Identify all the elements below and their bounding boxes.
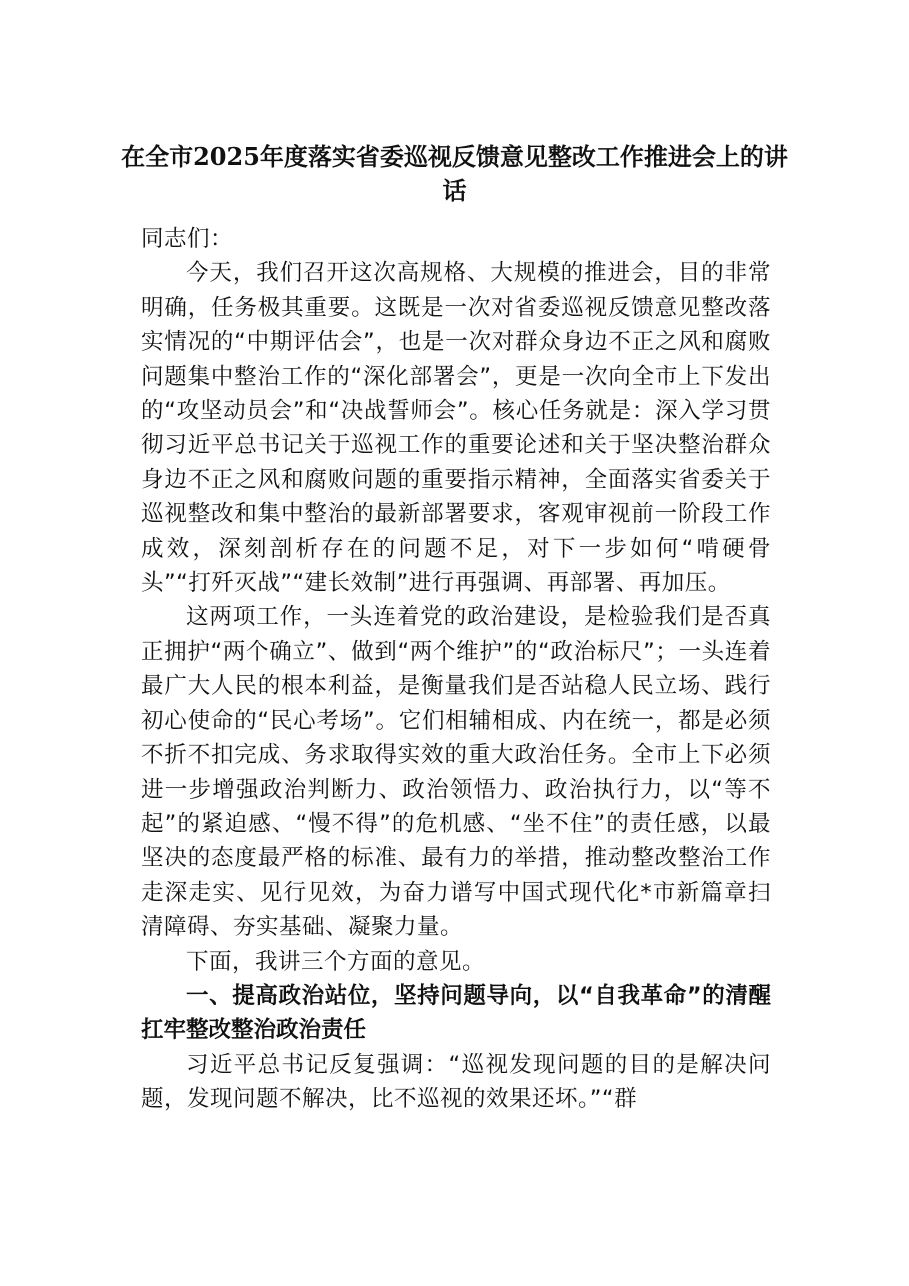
- paragraph-2: 这两项工作，一头连着党的政治建设，是检验我们是否真正拥护“两个确立”、做到“两个维护”的“政治标尺”；一头连着最广大人民的根本利益，是衡量我们是否站稳人民立场、践行初心使命的“民心考场”。它们相辅相成、内在统一，都是必须不折不扣完成、务求取得实效的重大政治任务。全市上下必须进一步增强政治判断力、政治领悟力、政治执行力，以“等不起”的紧迫感、“慢不得”的危机感、“坐不住”的责任感，以最坚决的态度最严格的标准、最有力的举措，推动整改整治工作走深走实、见行见效，为奋力谱写中国式现代化*市新篇章扫清障碍、夯实基础、凝聚力量。: [141, 604, 771, 941]
- paragraph-3: 下面，我讲三个方面的意见。: [186, 948, 486, 975]
- document-title: 在全市2025年度落实省委巡视反馈意见整改工作推进会上的讲话: [121, 142, 788, 205]
- paragraph-1: 今天，我们召开这次高规格、大规模的推进会，目的非常明确，任务极其重要。这既是一次对省委巡视反馈意见整改落实情况的“中期评估会”，也是一次对群众身边不正之风和腐败问题集中整治工作的“深化部署会”，更是一次向全市上下发出的“攻坚动员会”和“决战誓师会”。核心任务就是：深入学习贯彻习近平总书记关于巡视工作的重要论述和关于坚决整治群众身边不正之风和腐败问题的重要指示精神，全面落实省委关于巡视整改和集中整治的最新部署要求，客观审视前一阶段工作成效，深刻剖析存在的问题不足，对下一步如何“啃硬骨头”“打歼灭战”“建长效制”进行再强调、再部署、再加压。: [141, 260, 771, 597]
- section-heading-1: 一、提高政治站位，坚持问题导向，以“自我革命”的清醒扛牢整改整治政治责任: [141, 982, 771, 1044]
- salutation: 同志们：: [141, 226, 234, 252]
- document-body: [141, 222, 771, 1117]
- paragraph-4: 习近平总书记反复强调：“巡视发现问题的目的是解决问题，发现问题不解决，比不巡视的效果还坏。”“群: [141, 1051, 771, 1113]
